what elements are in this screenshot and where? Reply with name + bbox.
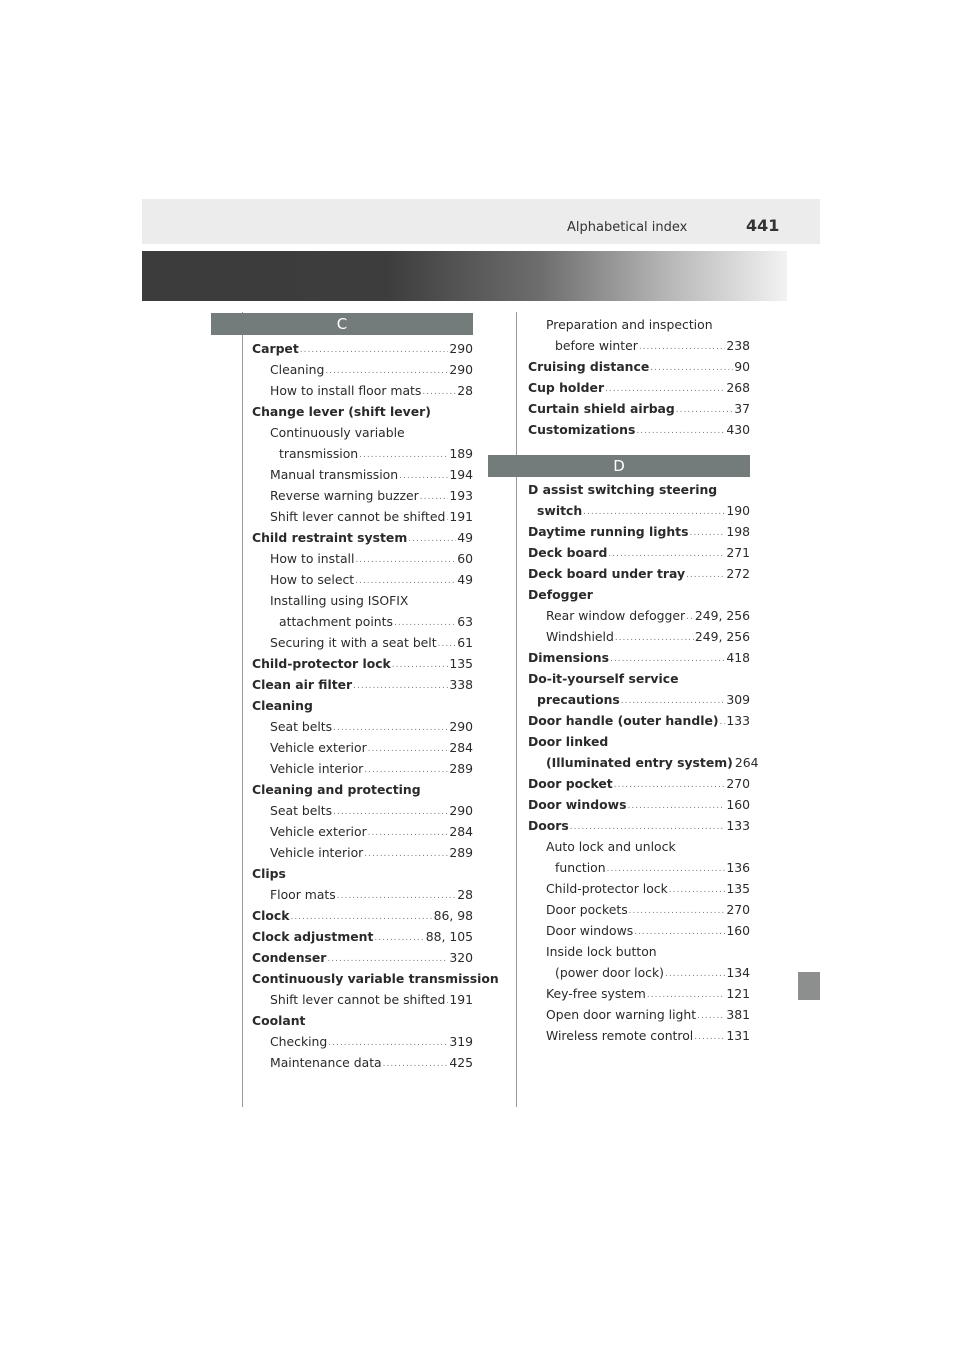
index-entry (252, 527, 473, 548)
index-entry-page: 121 (726, 986, 750, 1001)
index-entry-label: Clips (252, 866, 286, 881)
dot-leader (650, 356, 733, 377)
index-entry (528, 398, 750, 419)
index-entry-label: attachment points (279, 614, 393, 629)
index-entry (252, 1010, 473, 1031)
index-entry-page: 290 (449, 362, 473, 377)
index-entry-label: Cup holder (528, 380, 605, 395)
index-entry-page: 60 (457, 551, 473, 566)
index-entry-label: Manual transmission (270, 467, 399, 482)
index-entry-page: 135 (726, 881, 750, 896)
index-entry (528, 731, 750, 752)
index-entry-label: Floor mats (270, 887, 336, 902)
index-entry-label: Door pocket (528, 776, 613, 791)
index-entry (270, 1031, 473, 1052)
index-thumb-tab (798, 972, 820, 1000)
dot-leader (333, 800, 448, 821)
index-entry (528, 419, 750, 440)
index-entry-page: 319 (449, 1034, 473, 1049)
dot-leader (353, 674, 448, 695)
index-entry-page: 134 (726, 965, 750, 980)
index-entry-page: 135 (449, 656, 473, 671)
index-entry (546, 605, 750, 626)
index-entry (546, 899, 750, 920)
index-entry (252, 863, 473, 884)
dot-leader (605, 377, 725, 398)
dot-leader (408, 527, 456, 548)
index-entry-page: 270 (726, 902, 750, 917)
index-entry-label: Installing using ISOFIX (270, 593, 409, 608)
dot-leader (627, 794, 725, 815)
index-entry-page: 284 (449, 740, 473, 755)
index-entry-page: 160 (726, 797, 750, 812)
index-entry (537, 500, 750, 521)
index-entry-label: Preparation and inspection (546, 317, 713, 332)
index-entry-label: Clean air filter (252, 677, 353, 692)
index-entry-page: 284 (449, 824, 473, 839)
index-entry-page: 131 (726, 1028, 750, 1043)
dot-leader (446, 506, 448, 527)
index-entry (252, 905, 473, 926)
index-entry-label: Securing it with a seat belt (270, 635, 437, 650)
index-entry-label: Cleaning (270, 362, 325, 377)
index-entry-label: Daytime running lights (528, 524, 689, 539)
index-entry (528, 356, 750, 377)
chapter-band (142, 251, 787, 301)
index-entry-page: 290 (449, 803, 473, 818)
dot-leader (359, 443, 448, 464)
dot-leader (570, 815, 726, 836)
index-entry-page: 90 (734, 359, 750, 374)
index-entry-page: 49 (457, 572, 473, 587)
index-entry-label: precautions (537, 692, 620, 707)
index-entry-label: Vehicle interior (270, 761, 364, 776)
index-entry (528, 710, 750, 731)
index-entry (270, 716, 473, 737)
dot-leader (383, 1052, 449, 1073)
index-entry (555, 857, 750, 878)
index-entry-label: Door pockets (546, 902, 628, 917)
index-entry-label: Maintenance data (270, 1055, 382, 1070)
dot-leader (686, 563, 725, 584)
dot-leader (720, 710, 726, 731)
index-entry (270, 884, 473, 905)
dot-leader (333, 716, 448, 737)
index-entry-page: 249, 256 (694, 629, 750, 644)
index-entry-label: (power door lock) (555, 965, 664, 980)
index-column-d (528, 479, 759, 1046)
dot-leader (608, 542, 725, 563)
index-entry (270, 758, 473, 779)
index-entry (270, 842, 473, 863)
index-entry (270, 569, 473, 590)
dot-leader (290, 905, 432, 926)
index-entry (528, 542, 750, 563)
index-entry (270, 1052, 473, 1073)
index-entry-page: 160 (726, 923, 750, 938)
index-entry (528, 377, 750, 398)
index-entry-page: 338 (449, 677, 473, 692)
index-entry-page: 49 (457, 530, 473, 545)
index-entry-label: Child-protector lock (546, 881, 668, 896)
index-entry (537, 689, 750, 710)
index-entry-label: Continuously variable transmission (252, 971, 499, 986)
index-entry (252, 779, 473, 800)
dot-leader (615, 626, 694, 647)
index-entry (270, 800, 473, 821)
index-entry (252, 674, 473, 695)
dot-leader (355, 548, 456, 569)
index-entry-page: 309 (726, 692, 750, 707)
index-entry-page: 191 (449, 992, 473, 1007)
index-entry-page: 190 (726, 503, 750, 518)
index-entry-label: Coolant (252, 1013, 306, 1028)
index-entry (270, 506, 473, 527)
header-bar (142, 199, 820, 244)
index-entry (270, 737, 473, 758)
index-entry (279, 443, 473, 464)
index-entry (252, 926, 473, 947)
index-entry-label: Shift lever cannot be shifted (270, 509, 446, 524)
dot-leader (355, 569, 456, 590)
dot-leader (399, 464, 448, 485)
index-entry-label: Door windows (528, 797, 627, 812)
index-entry (546, 1025, 750, 1046)
index-entry-page: 63 (457, 614, 473, 629)
dot-leader (676, 398, 733, 419)
dot-leader (629, 899, 726, 920)
index-entry-page: 88, 105 (425, 929, 473, 944)
index-entry-page: 249, 256 (694, 608, 750, 623)
index-entry-page: 133 (726, 818, 750, 833)
index-entry-page: 270 (726, 776, 750, 791)
index-entry-label: Doors (528, 818, 569, 833)
index-entry (270, 464, 473, 485)
index-entry-label: Cleaning (252, 698, 313, 713)
index-entry-page: 238 (726, 338, 750, 353)
index-entry-page: 289 (449, 761, 473, 776)
index-entry (252, 968, 499, 989)
index-entry-label: function (555, 860, 606, 875)
dot-leader (686, 605, 694, 626)
index-entry-label: Inside lock button (546, 944, 657, 959)
index-entry-page: 191 (449, 509, 473, 524)
index-entry-label: Checking (270, 1034, 328, 1049)
index-entry-label: Carpet (252, 341, 299, 356)
dot-leader (697, 1004, 725, 1025)
index-entry (528, 773, 750, 794)
dot-leader (610, 647, 725, 668)
index-entry (555, 335, 750, 356)
index-entry-label: Vehicle interior (270, 845, 364, 860)
index-entry-page: 28 (457, 383, 473, 398)
index-entry-label: Door linked (528, 734, 609, 749)
index-entry (270, 548, 473, 569)
dot-leader (607, 857, 726, 878)
index-entry-page: 320 (449, 950, 473, 965)
index-entry (555, 962, 750, 983)
index-entry-label: Key-free system (546, 986, 646, 1001)
index-entry (528, 521, 750, 542)
dot-leader (337, 884, 456, 905)
index-entry (270, 422, 473, 443)
index-entry (252, 947, 473, 968)
dot-leader (438, 632, 457, 653)
index-entry (270, 359, 473, 380)
index-entry (546, 983, 750, 1004)
index-entry-label: Vehicle exterior (270, 824, 367, 839)
section-heading-d: D (488, 455, 750, 477)
index-entry (546, 314, 750, 335)
index-entry-label: Child-protector lock (252, 656, 391, 671)
dot-leader (639, 335, 726, 356)
index-entry-label: Reverse warning buzzer (270, 488, 419, 503)
index-entry (528, 815, 750, 836)
dot-leader (327, 947, 448, 968)
index-entry-label: Clock adjustment (252, 929, 374, 944)
index-entry (270, 380, 473, 401)
index-entry-page: 194 (449, 467, 473, 482)
index-entry-label: Condenser (252, 950, 327, 965)
index-entry-label: How to install floor mats (270, 383, 422, 398)
dot-leader (665, 962, 725, 983)
index-entry-page: 418 (726, 650, 750, 665)
index-entry-label: transmission (279, 446, 359, 461)
index-entry (546, 752, 759, 773)
index-entry-label: Seat belts (270, 803, 333, 818)
index-entry-label: switch (537, 503, 583, 518)
index-entry-label: Do-it-yourself service (528, 671, 679, 686)
index-entry-page: 133 (726, 713, 750, 728)
index-entry-page: 271 (726, 545, 750, 560)
dot-leader (325, 359, 448, 380)
index-entry (528, 584, 750, 605)
page-title: Alphabetical index (567, 220, 688, 235)
index-entry-label: Change lever (shift lever) (252, 404, 431, 419)
dot-leader (394, 611, 456, 632)
index-entry (252, 401, 473, 422)
index-entry (546, 1004, 750, 1025)
index-entry-label: Defogger (528, 587, 593, 602)
index-entry-label: (Illuminated entry system) (546, 755, 733, 770)
index-entry (252, 653, 473, 674)
index-entry (270, 485, 473, 506)
index-entry-label: Door handle (outer handle) (528, 713, 719, 728)
index-entry-page: 264 (734, 755, 759, 770)
index-entry-label: Child restraint system (252, 530, 408, 545)
index-entry-page: 381 (726, 1007, 750, 1022)
dot-leader (647, 983, 725, 1004)
index-entry-label: How to select (270, 572, 355, 587)
index-entry (528, 668, 750, 689)
index-entry (528, 794, 750, 815)
index-entry (546, 941, 750, 962)
index-entry-label: Shift lever cannot be shifted (270, 992, 446, 1007)
index-entry (528, 647, 750, 668)
index-entry-label: Seat belts (270, 719, 333, 734)
dot-leader (636, 419, 725, 440)
index-entry-label: before winter (555, 338, 638, 353)
dot-leader (614, 773, 726, 794)
index-entry-label: Rear window defogger (546, 608, 686, 623)
index-entry (270, 590, 473, 611)
index-entry-page: 290 (449, 341, 473, 356)
dot-leader (446, 989, 448, 1010)
left-column-rule (242, 312, 243, 1107)
dot-leader (634, 920, 725, 941)
index-entry-label: Cruising distance (528, 359, 650, 374)
index-entry-page: 61 (457, 635, 473, 650)
index-entry-label: Door windows (546, 923, 634, 938)
dot-leader (368, 737, 449, 758)
index-entry-page: 37 (734, 401, 750, 416)
dot-leader (328, 1031, 448, 1052)
index-entry-label: Auto lock and unlock (546, 839, 676, 854)
index-entry (528, 479, 750, 500)
index-entry (252, 338, 473, 359)
index-entry-page: 28 (457, 887, 473, 902)
index-entry-page: 136 (726, 860, 750, 875)
index-entry (270, 989, 473, 1010)
dot-leader (368, 821, 449, 842)
index-entry-label: Curtain shield airbag (528, 401, 675, 416)
index-entry-label: Dimensions (528, 650, 609, 665)
index-entry-label: Windshield (546, 629, 614, 644)
index-entry-label: Continuously variable (270, 425, 405, 440)
index-entry-label: Customizations (528, 422, 636, 437)
dot-leader (689, 521, 725, 542)
index-entry-label: Deck board (528, 545, 608, 560)
index-entry-page: 198 (726, 524, 750, 539)
dot-leader (694, 1025, 725, 1046)
index-entry-label: D assist switching steering (528, 482, 718, 497)
index-entry (546, 878, 750, 899)
dot-leader (374, 926, 424, 947)
index-entry-page: 189 (449, 446, 473, 461)
index-entry-page: 425 (449, 1055, 473, 1070)
middle-column-rule (516, 312, 517, 1107)
index-entry-label: Deck board under tray (528, 566, 686, 581)
index-entry (546, 836, 750, 857)
index-entry-page: 193 (449, 488, 473, 503)
index-entry (546, 626, 750, 647)
index-entry (270, 632, 473, 653)
index-entry-page: 290 (449, 719, 473, 734)
dot-leader (392, 653, 449, 674)
index-entry-label: Cleaning and protecting (252, 782, 421, 797)
index-entry-label: Vehicle exterior (270, 740, 367, 755)
index-entry-page: 430 (726, 422, 750, 437)
dot-leader (364, 842, 448, 863)
section-heading-c: C (211, 313, 473, 335)
index-entry-label: Wireless remote control (546, 1028, 694, 1043)
dot-leader (621, 689, 726, 710)
index-entry (252, 695, 473, 716)
index-entry-page: 86, 98 (433, 908, 473, 923)
index-entry (279, 611, 473, 632)
index-column-c (252, 338, 499, 1073)
index-entry-page: 289 (449, 845, 473, 860)
index-entry (528, 563, 750, 584)
page-number: 441 (746, 216, 780, 235)
index-entry (546, 920, 750, 941)
dot-leader (669, 878, 726, 899)
dot-leader (420, 485, 449, 506)
dot-leader (364, 758, 448, 779)
index-entry-label: Open door warning light (546, 1007, 697, 1022)
dot-leader (422, 380, 456, 401)
index-entry-page: 272 (726, 566, 750, 581)
index-entry (270, 821, 473, 842)
index-column-c-continued (528, 314, 750, 440)
dot-leader (583, 500, 725, 521)
index-entry-page: 268 (726, 380, 750, 395)
index-entry-label: How to install (270, 551, 355, 566)
dot-leader (300, 338, 449, 359)
index-entry-label: Clock (252, 908, 290, 923)
